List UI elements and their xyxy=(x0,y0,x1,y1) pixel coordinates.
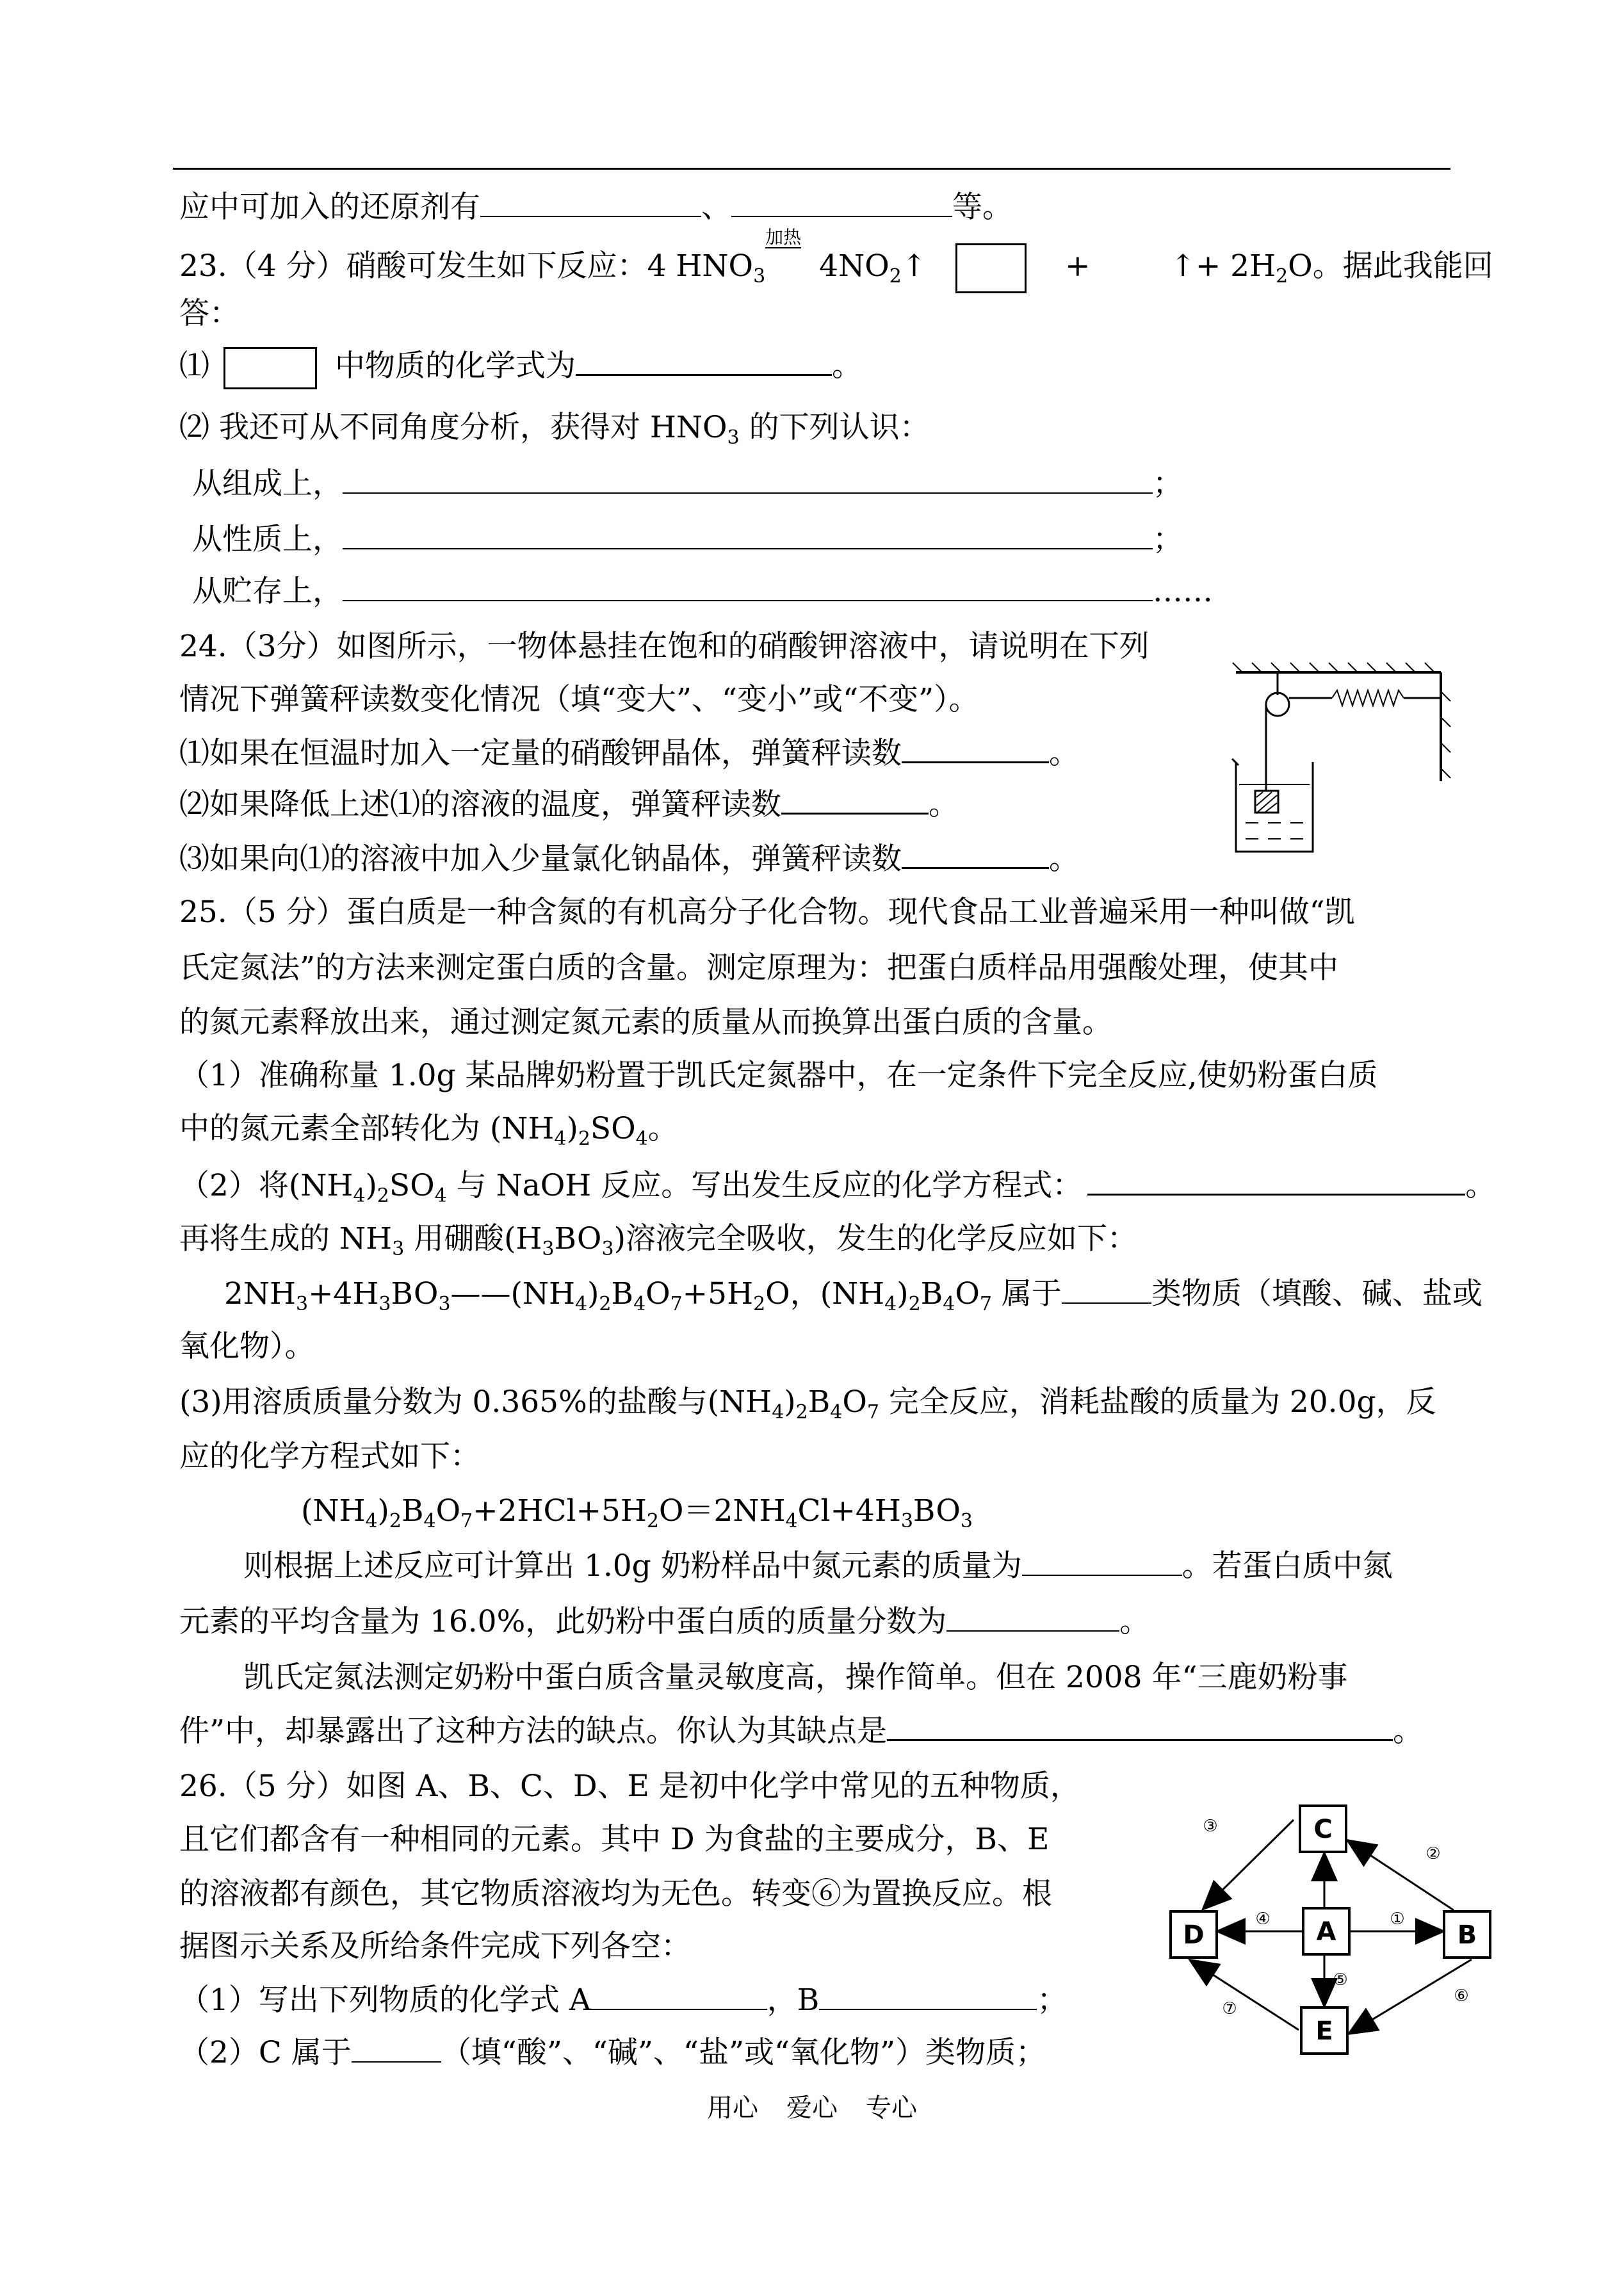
q25-defect: 件”中，却暴露出了这种方法的缺点。你认为其缺点是 。 xyxy=(179,1711,1423,1751)
arrow-label-7: ⑦ xyxy=(1222,1999,1237,2018)
q24-part3: ⑶如果向⑴的溶液中加入少量氯化钠晶体，弹簧秤读数 。 xyxy=(179,839,1079,879)
q25-line2: 氏定氮法”的方法来测定蛋白质的含量。测定原理为：把蛋白质样品用强酸处理，使其中 xyxy=(179,950,1339,985)
q24-part2: ⑵如果降低上述⑴的溶液的温度，弹簧秤读数 。 xyxy=(179,784,959,824)
formula-blank[interactable] xyxy=(576,346,832,376)
arrow-label-2: ② xyxy=(1425,1844,1441,1863)
q23-storage: 从贮存上， …… xyxy=(192,572,1213,611)
q25-part3-cont: 应的化学方程式如下： xyxy=(179,1439,480,1474)
label-E: E xyxy=(1315,2016,1333,2046)
answer-box-small[interactable] xyxy=(223,347,317,389)
footer-word: 专心 xyxy=(866,2093,917,2123)
q23-cont: 答： xyxy=(179,296,240,331)
q26-part2: （2）C 属于 （填“酸”、“碱”、“盐”或“氧化物”）类物质； xyxy=(179,2033,1046,2072)
q25-reaction: $2NH_3+4H_3BO_3——(NH_4)_2B_4O_7+5H_2O$，$(NH_4)_2B_4O_7$ 属于 类物质（填酸、碱、盐或 xyxy=(224,1274,1482,1313)
arrow-label-3: ③ xyxy=(1203,1817,1218,1836)
equation-blank[interactable] xyxy=(1087,1165,1465,1196)
q25-oxide: 氧化物）。 xyxy=(179,1329,315,1364)
q25-absorb: 再将生成的 $NH_3$ 用硼酸$(H_3BO_3)$溶液完全吸收，发生的化学反应如下： xyxy=(179,1221,1137,1260)
label-B: B xyxy=(1457,1920,1477,1950)
substance-relation-diagram xyxy=(1159,1793,1505,2062)
q25-part1: （1）准确称量 1.0g 某品牌奶粉置于凯氏定氮器中，在一定条件下完全反应,使奶粉蛋白质 xyxy=(179,1058,1378,1093)
q23-equation: 23.（4 分）硝酸可发生如下反应：4 $HNO_3$ 加热 $4NO_2↑$ + ↑+ $2H_2O$。据此我能回 xyxy=(179,243,1493,293)
arrow-label-4: ④ xyxy=(1255,1910,1271,1929)
label-A: A xyxy=(1316,1917,1336,1947)
spring-balance-diagram xyxy=(1223,660,1454,864)
q25-line3: 的氮元素释放出来，通过测定氮元素的质量从而换算出蛋白质的含量。 xyxy=(179,1005,1112,1040)
footer-word: 用心 xyxy=(707,2093,758,2123)
q25-part1-cont: 中的氮元素全部转化为 $(NH_4)_2SO_4$。 xyxy=(179,1111,678,1150)
q24-part1: ⑴如果在恒温时加入一定量的硝酸钾晶体，弹簧秤读数 。 xyxy=(179,733,1079,773)
q24-line1: 24.（3分）如图所示，一物体悬挂在饱和的硝酸钾溶液中，请说明在下列 xyxy=(179,629,1149,664)
arrow-label-1: ① xyxy=(1390,1910,1405,1929)
arrow-label-5: ⑤ xyxy=(1333,1970,1348,1990)
label-D: D xyxy=(1183,1920,1205,1950)
q26-line2: 且它们都含有一种相同的元素。其中 D 为食盐的主要成分，B、E xyxy=(179,1822,1050,1857)
q25-calc1: 则根据上述反应可计算出 1.0g 奶粉样品中氮元素的质量为 。若蛋白质中氮 xyxy=(243,1546,1393,1585)
q25-part2: （2）将$(NH_4)_2SO_4$ 与 NaOH 反应。写出发生反应的化学方程式： 。 xyxy=(179,1165,1495,1205)
footer xyxy=(0,2088,1624,2124)
condition-heat: 加热 xyxy=(765,227,802,248)
continued-line: 应中可加入的还原剂有 、 等。 xyxy=(179,188,1012,227)
answer-box[interactable] xyxy=(955,243,1027,293)
q23-composition: 从组成上， ； xyxy=(192,464,1183,503)
q23-part2: ⑵ 我还可从不同角度分析，获得对 $HNO_3$ 的下列认识： xyxy=(179,410,930,449)
q26-line1: 26.（5 分）如图 A、B、C、D、E 是初中化学中常见的五种物质， xyxy=(179,1769,1080,1804)
q25-sanlu: 凯氏定氮法测定奶粉中蛋白质含量灵敏度高，操作简单。但在 2008 年“三鹿奶粉事 xyxy=(243,1660,1348,1695)
q23-property: 从性质上， ； xyxy=(192,520,1183,559)
q26-line3: 的溶液都有颜色，其它物质溶液均为无色。转变⑥为置换反应。根 xyxy=(179,1876,1052,1911)
q25-hcl-reaction: $(NH_4)_2B_4O_7+2HCl+5H_2O=2NH_4Cl+4H_3BO_3$ xyxy=(301,1493,973,1532)
q24-line2: 情况下弹簧秤读数变化情况（填“变大”、“变小”或“不变”）。 xyxy=(179,682,979,717)
footer-word: 爱心 xyxy=(786,2093,838,2123)
q26-line4: 据图示关系及所给条件完成下列各空： xyxy=(179,1929,691,1964)
q25-part3: (3)用溶质质量分数为 0.365%的盐酸与$(NH_4)_2B_4O_7$ 完全反应，消耗盐酸的质量为 20.0g，反 xyxy=(179,1384,1436,1423)
q25-line1: 25.（5 分）蛋白质是一种含氮的有机高分子化合物。现代食品工业普遍采用一种叫做“凯 xyxy=(179,895,1355,930)
q23-part1: ⑴ 中物质的化学式为 。 xyxy=(179,346,862,389)
q25-calc2: 元素的平均含量为 16.0%，此奶粉中蛋白质的质量分数为 。 xyxy=(179,1602,1149,1641)
q26-part1: （1）写出下列物质的化学式 A ，B ； xyxy=(179,1981,1067,2020)
label-C: C xyxy=(1313,1815,1333,1844)
header-rule xyxy=(173,168,1450,170)
arrow-label-6: ⑥ xyxy=(1454,1986,1469,2006)
